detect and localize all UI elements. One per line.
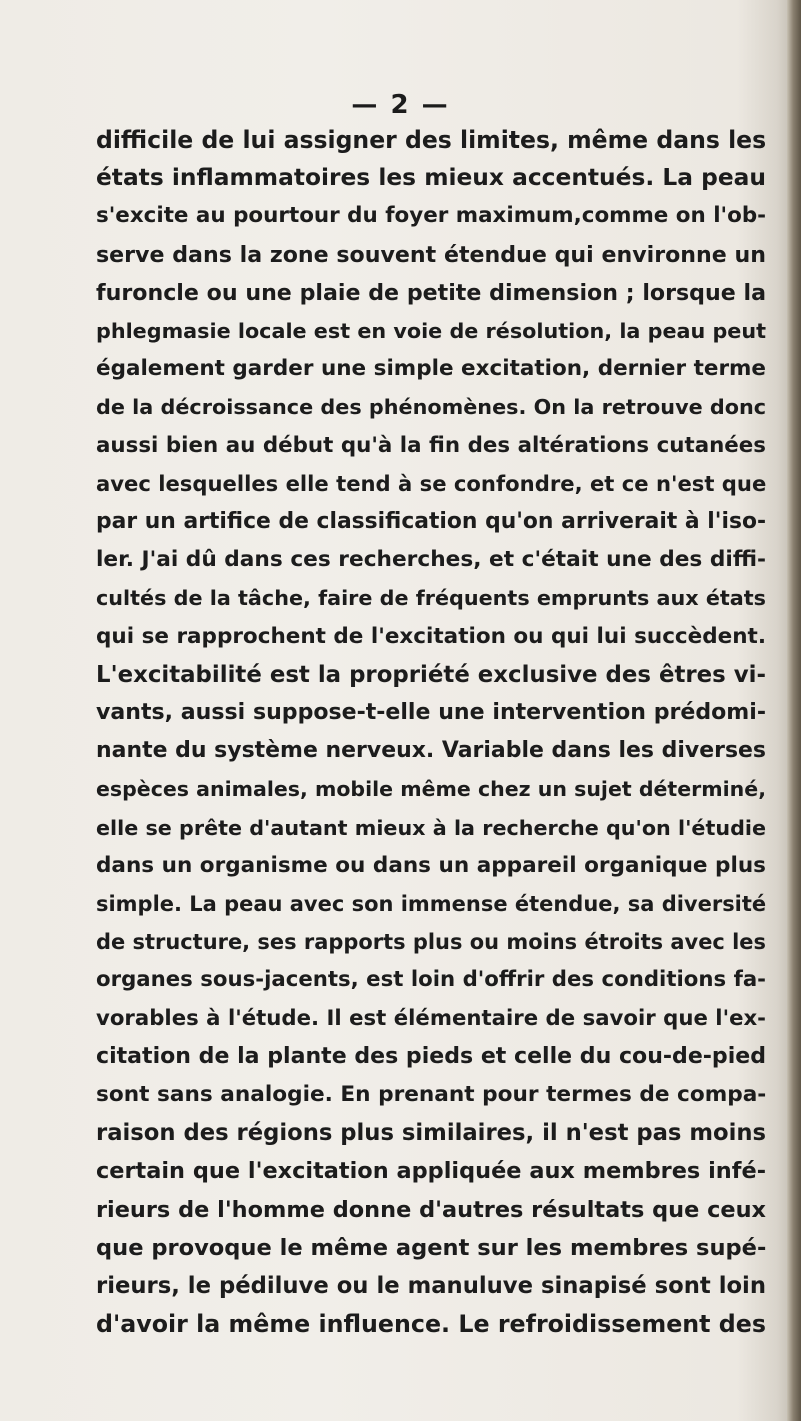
text-line: rieurs, le pédiluve ou le manuluve sinapisé sont loin [96,1273,766,1300]
text-line: par un artifice de classification qu'on arriverait à l'iso- [96,509,766,535]
text-line: sont sans analogie. En prenant pour termes de compa- [96,1082,767,1108]
text-line: de structure, ses rapports plus ou moins étroits avec les [96,930,766,955]
text-line: ler. J'ai dû dans ces recherches, et c'était une des diffi- [96,547,766,573]
page-number: — 2 — [351,90,450,120]
body-text [96,121,766,1344]
text-line: L'excitabilité est la propriété exclusive des êtres vi- [96,661,766,688]
text-line: qui se rapprochent de l'excitation ou qui lui succèdent. [96,623,766,649]
text-line: difficile de lui assigner des limites, même dans les [96,126,767,154]
text-line: que provoque le même agent sur les membres supé- [96,1234,767,1261]
text-line: aussi bien au début qu'à la fin des altérations cutanées [96,432,766,458]
text-line: furoncle ou une plaie de petite dimension ; lorsque la [96,279,766,306]
text-line: dans un organisme ou dans un appareil organique plus [96,852,766,878]
text-line: avec lesquelles elle tend à se confondre, et ce n'est que [96,470,767,496]
text-line: vants, aussi suppose-t-elle une intervention prédomi- [96,700,766,726]
text-line: citation de la plante des pieds et celle du cou-de-pied [96,1043,766,1069]
text-line: d'avoir la même influence. Le refroidissement des [96,1310,766,1339]
text-line: organes sous-jacents, est loin d'offrir des conditions fa- [96,967,766,993]
page-binding-edge [787,0,801,1421]
text-line: rieurs de l'homme donne d'autres résultats que ceux [96,1196,766,1223]
text-line: également garder une simple excitation, dernier terme [96,356,766,382]
text-line: de la décroissance des phénomènes. On la retrouve donc [96,395,767,420]
text-line: serve dans la zone souvent étendue qui environne un [96,241,766,268]
text-line: vorables à l'étude. Il est élémentaire de savoir que l'ex- [96,1005,766,1031]
text-line: raison des régions plus similaires, il n'est pas moins [96,1120,766,1147]
text-line: nante du système nerveux. Variable dans les diverses [96,738,766,764]
text-line: états inflammatoires les mieux accentués. La peau [96,164,766,192]
text-line: phlegmasie locale est en voie de résolution, la peau peut [96,319,766,344]
text-line: s'excite au pourtour du foyer maximum,comme on l'ob- [96,203,767,229]
text-line: cultés de la tâche, faire de fréquents emprunts aux états [96,586,766,611]
text-line: simple. La peau avec son immense étendue, sa diversité [96,892,767,917]
text-line: elle se prête d'autant mieux à la recherche qu'on l'étudie [96,815,766,840]
text-line: certain que l'excitation appliquée aux membres infé- [96,1158,766,1185]
text-line: espèces animales, mobile même chez un sujet déterminé, [96,777,766,802]
